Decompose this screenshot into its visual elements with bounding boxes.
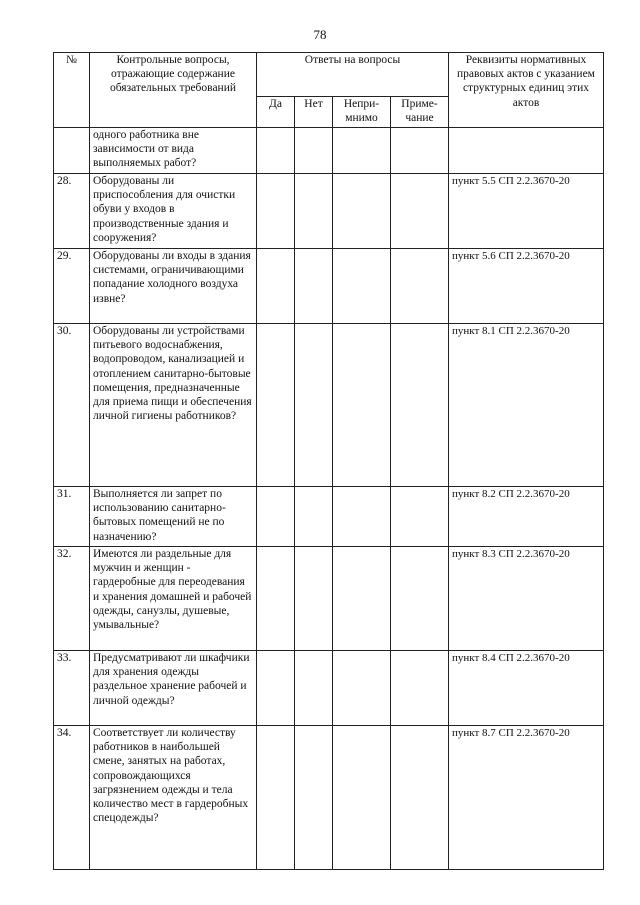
- answer-na-cell: [333, 651, 391, 726]
- header-answer-not-applicable: Непри-мнимо: [333, 97, 391, 128]
- answer-no-cell: [295, 547, 333, 651]
- row-question: Соответствует ли количеству работников в наибольшей смене, занятых на работах, сопровождающихся загрязнением одежды и тела количество мест в гардеробных спецодежды?: [90, 726, 257, 870]
- header-number: №: [54, 53, 90, 128]
- answer-na-cell: [333, 249, 391, 324]
- row-reference: пункт 8.4 СП 2.2.3670-20: [449, 651, 604, 726]
- row-reference: пункт 5.6 СП 2.2.3670-20: [449, 249, 604, 324]
- row-reference: пункт 8.1 СП 2.2.3670-20: [449, 324, 604, 487]
- answer-no-cell: [295, 174, 333, 249]
- row-question: Оборудованы ли устройствами питьевого водоснабжения, водопроводом, канализацией и отоплением санитарно-бытовые помещения, предназначенные для приема пищи и обеспечения личной гигиены работников?: [90, 324, 257, 487]
- answer-note-cell: [391, 249, 449, 324]
- header-requisites: Реквизиты нормативных правовых актов с указанием структурных единиц этих актов: [449, 53, 604, 128]
- answer-no-cell: [295, 651, 333, 726]
- row-number: 28.: [54, 174, 90, 249]
- row-number: 33.: [54, 651, 90, 726]
- answer-yes-cell: [257, 487, 295, 547]
- table-row: [54, 726, 604, 870]
- table-row: [54, 324, 604, 487]
- answer-note-cell: [391, 128, 449, 174]
- answer-no-cell: [295, 487, 333, 547]
- row-number: 32.: [54, 547, 90, 651]
- answer-note-cell: [391, 324, 449, 487]
- answer-no-cell: [295, 128, 333, 174]
- table-row: [54, 547, 604, 651]
- row-number: 29.: [54, 249, 90, 324]
- answer-na-cell: [333, 324, 391, 487]
- table-row: [54, 651, 604, 726]
- header-answer-yes: Да: [257, 97, 295, 128]
- row-question: Оборудованы ли приспособления для очистки обуви у входов в производственные здания и сооружения?: [90, 174, 257, 249]
- answer-yes-cell: [257, 249, 295, 324]
- row-question: Выполняется ли запрет по использованию санитарно-бытовых помещений не по назначению?: [90, 487, 257, 547]
- header-questions: Контрольные вопросы, отражающие содержание обязательных требований: [90, 53, 257, 128]
- answer-na-cell: [333, 487, 391, 547]
- answer-no-cell: [295, 249, 333, 324]
- row-question: одного работника вне зависимости от вида выполняемых работ?: [90, 128, 257, 174]
- row-number: 31.: [54, 487, 90, 547]
- table-row: [54, 128, 604, 174]
- answer-note-cell: [391, 726, 449, 870]
- answer-yes-cell: [257, 547, 295, 651]
- table-row: [54, 487, 604, 547]
- header-answer-note: Приме-чание: [391, 97, 449, 128]
- answer-na-cell: [333, 547, 391, 651]
- answer-yes-cell: [257, 174, 295, 249]
- answer-note-cell: [391, 651, 449, 726]
- answer-note-cell: [391, 547, 449, 651]
- row-question: Предусматривают ли шкафчики для хранения одежды раздельное хранение рабочей и личной одежды?: [90, 651, 257, 726]
- header-answers: Ответы на вопросы: [257, 53, 449, 97]
- row-reference: пункт 5.5 СП 2.2.3670-20: [449, 174, 604, 249]
- row-question: Оборудованы ли входы в здания системами, ограничивающими попадание холодного воздуха извне?: [90, 249, 257, 324]
- row-reference: пункт 8.3 СП 2.2.3670-20: [449, 547, 604, 651]
- answer-no-cell: [295, 324, 333, 487]
- table-row: [54, 249, 604, 324]
- table-row: [54, 174, 604, 249]
- row-question: Имеются ли раздельные для мужчин и женщин - гардеробные для переодевания и хранения домашней и рабочей одежды, санузлы, душевые, умывальные?: [90, 547, 257, 651]
- answer-na-cell: [333, 726, 391, 870]
- page-number: 78: [313, 27, 327, 42]
- answer-yes-cell: [257, 726, 295, 870]
- row-reference: пункт 8.2 СП 2.2.3670-20: [449, 487, 604, 547]
- answer-na-cell: [333, 174, 391, 249]
- checklist-table: [53, 52, 604, 870]
- answer-note-cell: [391, 174, 449, 249]
- answer-no-cell: [295, 726, 333, 870]
- answer-note-cell: [391, 487, 449, 547]
- answer-yes-cell: [257, 324, 295, 487]
- row-reference: [449, 128, 604, 174]
- row-number: [54, 128, 90, 174]
- answer-yes-cell: [257, 128, 295, 174]
- header-answer-no: Нет: [295, 97, 333, 128]
- answer-yes-cell: [257, 651, 295, 726]
- row-number: 34.: [54, 726, 90, 870]
- row-number: 30.: [54, 324, 90, 487]
- row-reference: пункт 8.7 СП 2.2.3670-20: [449, 726, 604, 870]
- answer-na-cell: [333, 128, 391, 174]
